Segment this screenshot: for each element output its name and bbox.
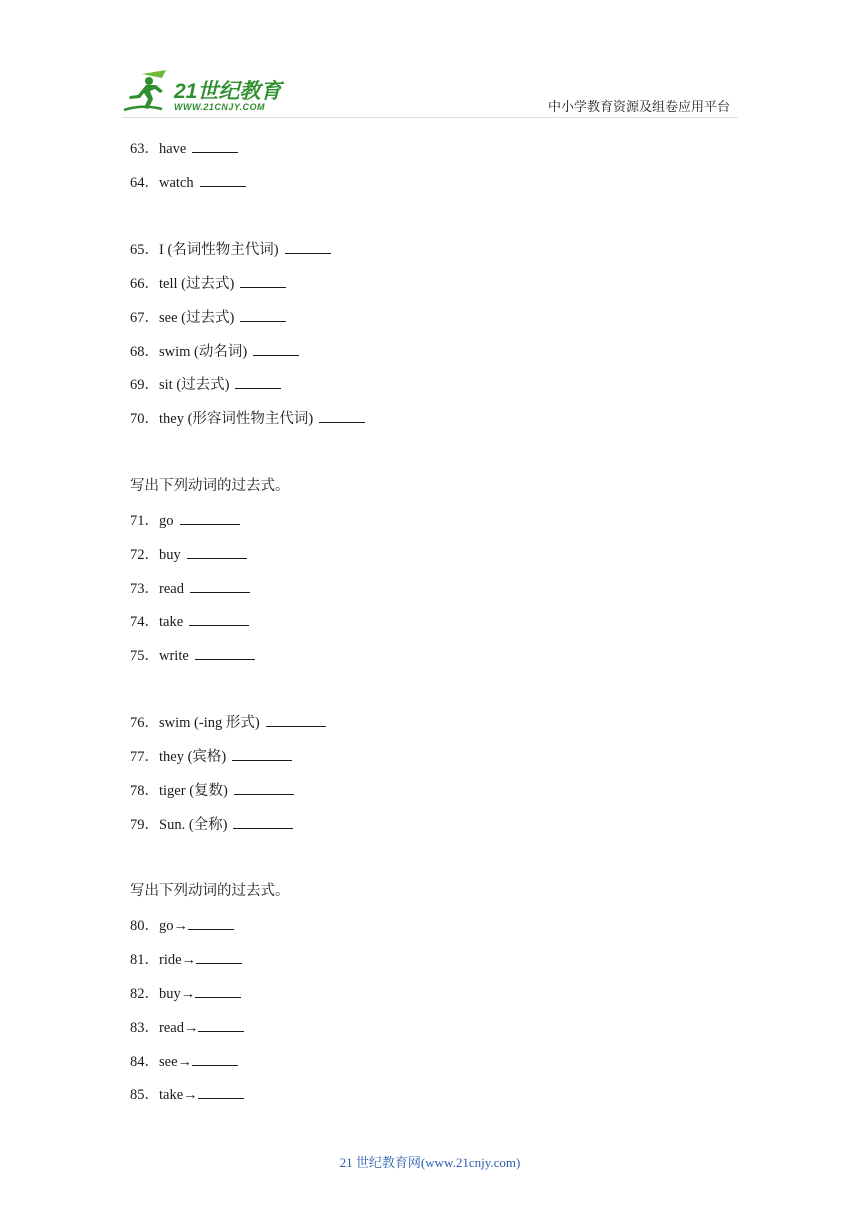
- answer-blank[interactable]: [192, 1051, 238, 1066]
- answer-blank[interactable]: [190, 578, 250, 593]
- exercise-item: 72．buy: [130, 544, 247, 565]
- answer-blank[interactable]: [253, 341, 299, 356]
- page-footer[interactable]: 21 世纪教育网(www.21cnjy.com): [339, 1155, 521, 1170]
- exercise-item: 64．watch: [130, 172, 246, 193]
- exercise-item: 75．write: [130, 645, 255, 666]
- logo-text: 21世纪教育: [174, 80, 282, 103]
- brand-logo: [122, 68, 292, 114]
- answer-blank[interactable]: [195, 645, 255, 660]
- section-instruction: 写出下列动词的过去式。: [130, 478, 290, 494]
- exercise-item: 85．take→: [130, 1084, 244, 1105]
- exercise-item: 77．they (宾格): [130, 746, 292, 767]
- exercise-item: 80．go→: [130, 915, 234, 936]
- answer-blank[interactable]: [198, 1084, 244, 1099]
- exercise-item: 63．have: [130, 138, 238, 159]
- exercise-item: 71．go: [130, 510, 240, 531]
- exercise-item: 82．buy→: [130, 983, 241, 1004]
- exercise-item: 69．sit (过去式): [130, 374, 281, 395]
- answer-blank[interactable]: [232, 746, 292, 761]
- answer-blank[interactable]: [180, 510, 240, 525]
- answer-blank[interactable]: [240, 307, 286, 322]
- exercise-item: 78．tiger (复数): [130, 780, 294, 801]
- answer-blank[interactable]: [192, 138, 238, 153]
- answer-blank[interactable]: [266, 712, 326, 727]
- answer-blank[interactable]: [233, 814, 293, 829]
- answer-blank[interactable]: [234, 780, 294, 795]
- answer-blank[interactable]: [235, 374, 281, 389]
- exercise-item: 83．read→: [130, 1017, 244, 1038]
- logo-url: WWW.21CNJY.COM: [174, 102, 266, 112]
- answer-blank[interactable]: [195, 983, 241, 998]
- exercise-item: 79．Sun. (全称): [130, 814, 293, 835]
- answer-blank[interactable]: [319, 408, 365, 423]
- answer-blank[interactable]: [198, 1017, 244, 1032]
- answer-blank[interactable]: [200, 172, 246, 187]
- exercise-item: 74．take: [130, 611, 249, 632]
- page-header: [0, 0, 860, 125]
- runner-icon: [122, 68, 174, 114]
- answer-blank[interactable]: [187, 544, 247, 559]
- exercise-item: 68．swim (动名词): [130, 341, 299, 362]
- exercise-item: 65．I (名词性物主代词): [130, 239, 331, 260]
- exercise-item: 84．see→: [130, 1051, 238, 1072]
- exercise-item: 76．swim (-ing 形式): [130, 712, 326, 733]
- exercise-item: 66．tell (过去式): [130, 273, 286, 294]
- exercise-item: 70．they (形容词性物主代词): [130, 408, 365, 429]
- answer-blank[interactable]: [285, 239, 331, 254]
- header-divider: [122, 117, 738, 118]
- exercise-item: 81．ride→: [130, 949, 242, 970]
- section-instruction: 写出下列动词的过去式。: [130, 883, 290, 899]
- answer-blank[interactable]: [189, 611, 249, 626]
- answer-blank[interactable]: [240, 273, 286, 288]
- answer-blank[interactable]: [196, 949, 242, 964]
- answer-blank[interactable]: [188, 915, 234, 930]
- platform-name: 中小学教育资源及组卷应用平台: [547, 99, 730, 114]
- exercise-item: 67．see (过去式): [130, 307, 286, 328]
- exercise-item: 73．read: [130, 578, 250, 599]
